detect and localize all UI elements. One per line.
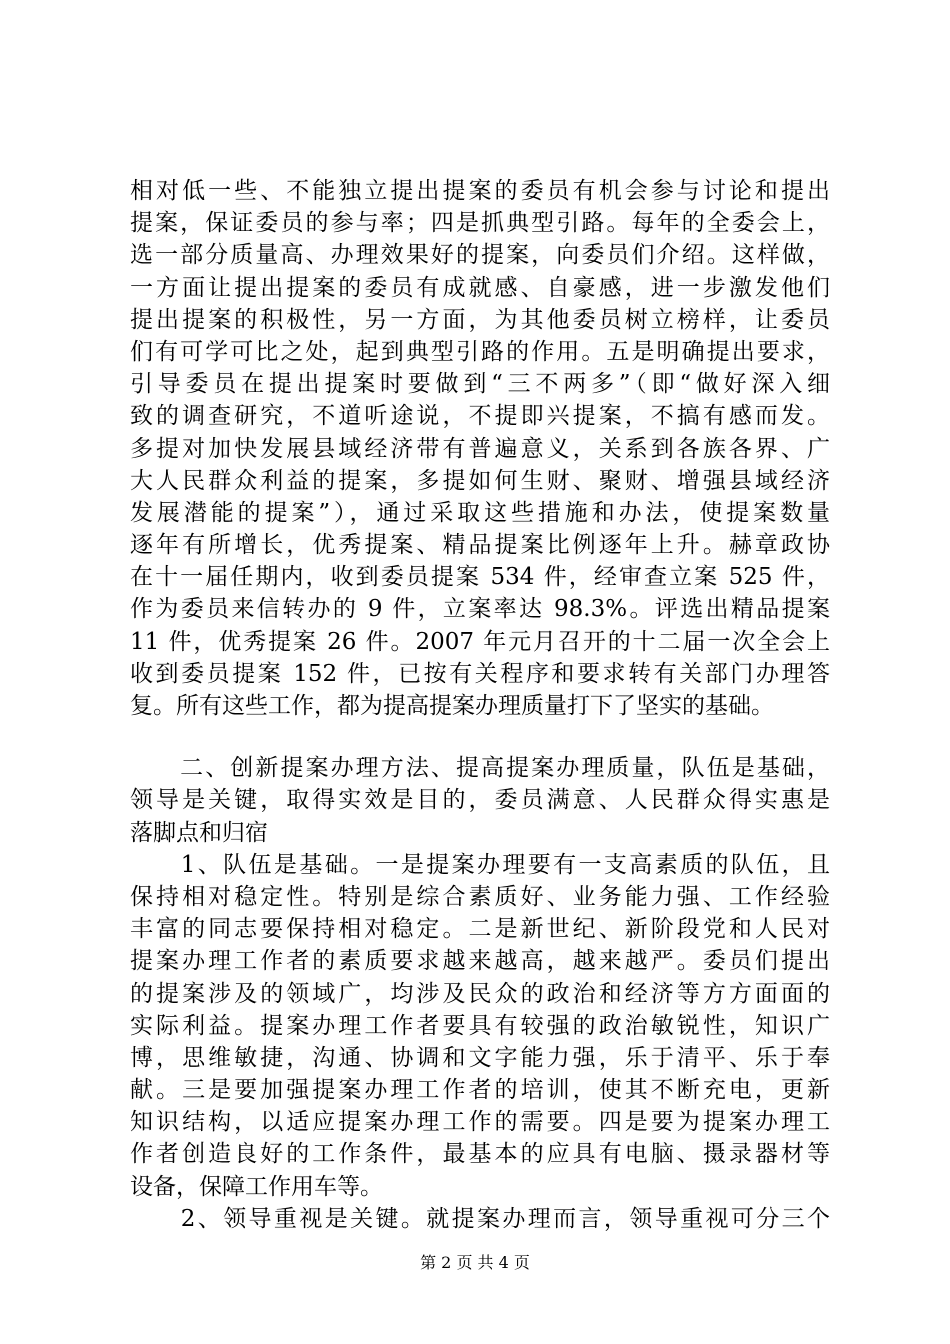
paragraph-proposal-measures xyxy=(130,175,830,722)
paragraph-leadership-key xyxy=(130,1203,830,1235)
text-line: 领导是关键，取得实效是目的，委员满意、人民群众得实惠是 xyxy=(130,787,830,814)
text-line: 致的调查研究，不道听途说，不提即兴提案，不搞有感而发。 xyxy=(130,403,830,430)
text-line: 2、领导重视是关键。就提案办理而言，领导重视可分三个 xyxy=(130,1205,830,1232)
paragraph-team-foundation xyxy=(130,849,830,1203)
page-number-footer: 第 2 页 共 4 页 xyxy=(420,1253,530,1272)
document-body xyxy=(130,175,830,1235)
text-line: 选一部分质量高、办理效果好的提案，向委员们介绍。这样做， xyxy=(130,242,830,269)
text-line: 丰富的同志要保持相对稳定。二是新世纪、新阶段党和人民对 xyxy=(130,916,830,943)
text-line: 11 件，优秀提案 26 件。2007 年元月召开的十二届一次全会上 xyxy=(130,628,830,655)
text-line: 保持相对稳定性。特别是综合素质好、业务能力强、工作经验 xyxy=(130,883,830,910)
text-line: 提案办理工作者的素质要求越来越高，越来越严。委员们提出 xyxy=(130,948,830,975)
paragraph-spacer xyxy=(130,722,830,752)
text-line: 提案，保证委员的参与率；四是抓典型引路。每年的全委会上， xyxy=(130,210,830,237)
text-line: 引导委员在提出提案时要做到“三不两多”（即“做好深入细 xyxy=(130,371,830,398)
text-line: 作为委员来信转办的 9 件，立案率达 98.3%。评选出精品提案 xyxy=(130,596,830,623)
text-line: 献。三是要加强提案办理工作者的培训，使其不断充电，更新 xyxy=(130,1077,830,1104)
text-line: 多提对加快发展县域经济带有普遍意义，关系到各族各界、广 xyxy=(130,435,830,462)
text-line: 博，思维敏捷，沟通、协调和文字能力强，乐于清平、乐于奉 xyxy=(130,1044,830,1071)
text-line: 实际利益。提案办理工作者要具有较强的政治敏锐性，知识广 xyxy=(130,1012,830,1039)
text-line: 设备，保障工作用车等。 xyxy=(130,1173,383,1200)
text-line: 逐年有所增长，优秀提案、精品提案比例逐年上升。赫章政协 xyxy=(130,532,830,559)
text-line: 们有可学可比之处，起到典型引路的作用。五是明确提出要求， xyxy=(130,338,830,365)
text-line: 相对低一些、不能独立提出提案的委员有机会参与讨论和提出 xyxy=(130,178,830,204)
text-line: 复。所有这些工作，都为提高提案办理质量打下了坚实的基础。 xyxy=(130,693,774,719)
text-line: 一方面让提出提案的委员有成就感、自豪感，进一步激发他们 xyxy=(130,274,830,301)
text-line: 大人民群众利益的提案，多提如何生财、聚财、增强县域经济 xyxy=(130,467,830,494)
text-line: 知识结构，以适应提案办理工作的需要。四是要为提案办理工 xyxy=(130,1109,830,1136)
text-line: 在十一届任期内，收到委员提案 534 件，经审查立案 525 件， xyxy=(130,564,830,591)
text-line: 作者创造良好的工作条件，最基本的应具有电脑、摄录器材等 xyxy=(130,1141,830,1168)
text-line: 提出提案的积极性，另一方面，为其他委员树立榜样，让委员 xyxy=(130,306,830,333)
text-line: 落脚点和归宿 xyxy=(130,819,268,846)
text-line: 二、创新提案办理方法、提高提案办理质量，队伍是基础， xyxy=(130,755,830,782)
text-line: 发展潜能的提案”），通过采取这些措施和办法，使提案数量 xyxy=(130,499,830,526)
text-line: 收到委员提案 152 件，已按有关程序和要求转有关部门办理答 xyxy=(130,660,830,687)
section-heading-two xyxy=(130,752,830,849)
text-line: 的提案涉及的领域广，均涉及民众的政治和经济等方方面面的 xyxy=(130,980,830,1007)
text-line: 1、队伍是基础。一是提案办理要有一支高素质的队伍，且 xyxy=(130,851,830,878)
